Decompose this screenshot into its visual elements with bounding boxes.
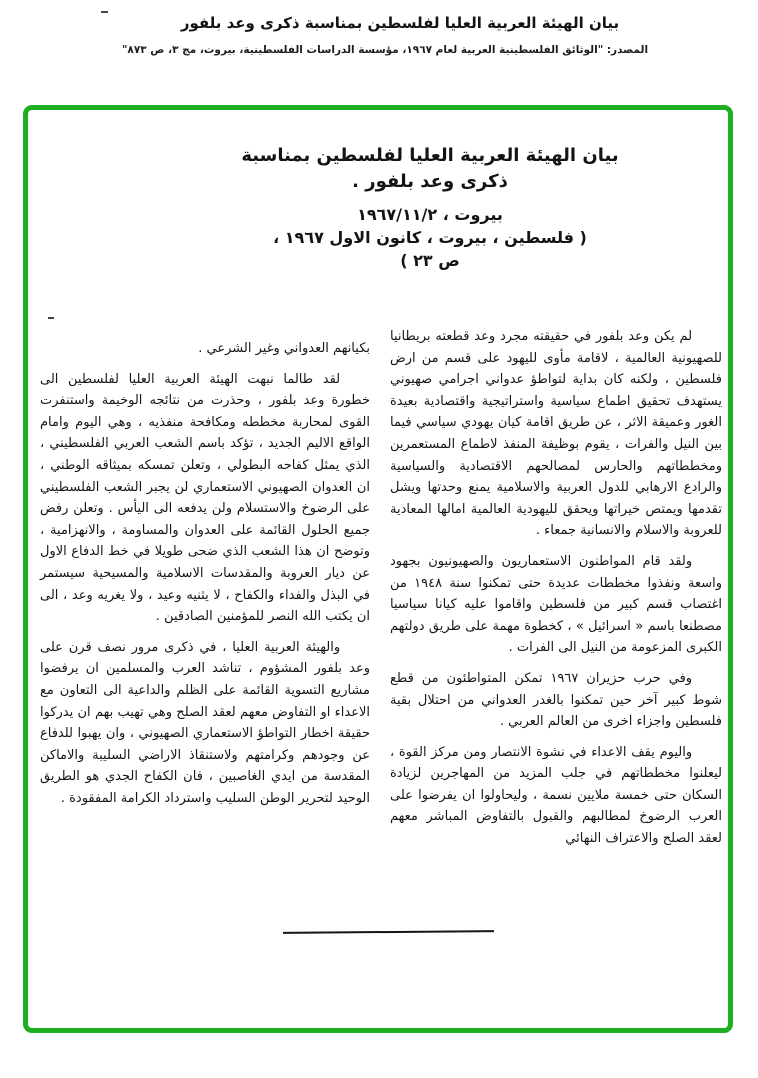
dateline-page-number: ص ٢٣ ) xyxy=(400,251,460,270)
paragraph-continuation: بكيانهم العدواني وغير الشرعي . xyxy=(198,341,370,356)
paragraph: وفي حرب حزيران ١٩٦٧ تمكن المتواطئون من قطع شوط كبير آخر حين تمكنوا بالغدر العدواني من احتلال بقية فلسطين واجزاء اخرى من العالم العربي . xyxy=(390,670,722,730)
paragraph: لم يكن وعد بلفور في حقيقته مجرد وعد قطعته بريطانيا للصهيونية العالمية ، لاقامة مأوى لليهود على قسم من ارض فلسطين ، ولكنه كان بداية لتواطؤ عدواني اجرامي صهيوني يستهدف تحقيق اطماع سياسية واستراتيجية واقتصادية بعيدة الغور وعميقة الاثر ، عن طريق اقامة كيان يهودي سياسي فيما بين النيل والفرات ، يقوم بوظيفة المنفذ لاطماع المستعمرين ومخططاتهم والحارس لمصالحهم الاقتصادية والسياسية والرادع الارهابي للدول العربية والاسلامية يمنع وحدتها ويشل تقدمها ويمتص خيراتها ويحقق لليهودية العالمية امالها المعادية للعروبة والاسلام والانسانية جمعاء . xyxy=(390,329,722,539)
document-dateline xyxy=(230,203,630,272)
dateline-place-date: بيروت ، ١٩٦٧/١١/٢ xyxy=(357,205,503,224)
paragraph: واليوم يقف الاعداء في نشوة الانتصار ومن مركز القوة ، ليعلنوا مخططاتهم في جلب المزيد من المهاجرين لزيادة السكان حتى خمسة ملايين نسمة ، وليحاولوا ان يفرضوا على العرب الرضوخ لمطالبهم والقبول بالتفاوض المباشر معهم لعقد الصلح والاعتراف النهائي xyxy=(390,744,722,847)
document-title xyxy=(230,143,630,195)
scan-artifact-dash-top xyxy=(101,11,108,13)
body-column-left xyxy=(40,338,370,818)
page-header-source: المصدر: "الوثائق الفلسطينية العربية لعام ١٩٦٧، مؤسسة الدراسات الفلسطينية، بيروت، مج ٣، ص ٨٧٣" xyxy=(121,44,649,56)
page-header-title: بيان الهيئة العربية العليا لفلسطين بمناسبة ذكرى وعد بلفور xyxy=(180,14,620,32)
paragraph: لقد طالما نبهت الهيئة العربية العليا لفلسطين الى خطورة وعد بلفور ، وحذرت من نتائجه الوخيمة واستنفرت القوى لمحاربة مخططه ومكافحة منفذيه ، وهي اليوم وامام الواقع الاليم الجديد ، تؤكد باسم الشعب العربي الفلسطيني ، الذي يمثل كفاحه البطولي ، وتعلن تمسكه بميثاقه الوطني ، ان العدوان الصهيوني الاستعماري لن يجبر الشعب الفلسطيني على الرضوخ والاستسلام ولن يدفعه الى اليأس . وتعلن رفض جميع الحلول القائمة على العدوان والمساومة ، والانهزامية ، وتوضح ان هذا الشعب الذي ضحى طويلا في خط الدفاع الاول عن ديار العروبة والمقدسات الاسلامية والمسيحية سيستمر في البذل والفداء والكفاح ، لا يثنيه وعيد ، ولا يغريه وعد ، الى ان يكتب الله النصر للمؤمنين الصادقين . xyxy=(40,371,370,625)
document-title-line1: بيان الهيئة العربية العليا لفلسطين بمناسبة xyxy=(241,145,619,166)
document-title-line2: ذكرى وعد بلفور . xyxy=(352,171,508,192)
body-column-right xyxy=(390,326,722,859)
paragraph: ولقد قام المواطنون الاستعماريون والصهيونيون بجهود واسعة ونفذوا مخططات عديدة حتى تمكنوا سنة ١٩٤٨ من اغتصاب قسم كبير من فلسطين واقاموا عليه كيانا سياسيا مصطنعا باسم « اسرائيل » ، كخطوة مهمة على طريق دولتهم الكبرى المزعومة من النيل الى الفرات . xyxy=(390,553,722,656)
paragraph: والهيئة العربية العليا ، في ذكرى مرور نصف قرن على وعد بلفور المشؤوم ، تناشد العرب والمسلمين ان يرفضوا مشاريع التسوية القائمة على الظلم والداعية الى التعاون مع الاعداء او التفاوض معهم لعقد الصلح وهي تهيب بهم ان يدركوا حقيقة اخطار التواطؤ الاستعماري الصهيوني ، وان يهبوا للدفاع عن وجودهم وكرامتهم ولاستنقاذ الاراضي السليبة والاماكن المقدسة من ايدي الغاصبين ، فان الكفاح الجدي هو الطريق الوحيد لتحرير الوطن السليب واسترداد الكرامة المفقودة . xyxy=(40,639,370,806)
dateline-citation: ( فلسطين ، بيروت ، كانون الاول ١٩٦٧ ، xyxy=(273,228,587,247)
